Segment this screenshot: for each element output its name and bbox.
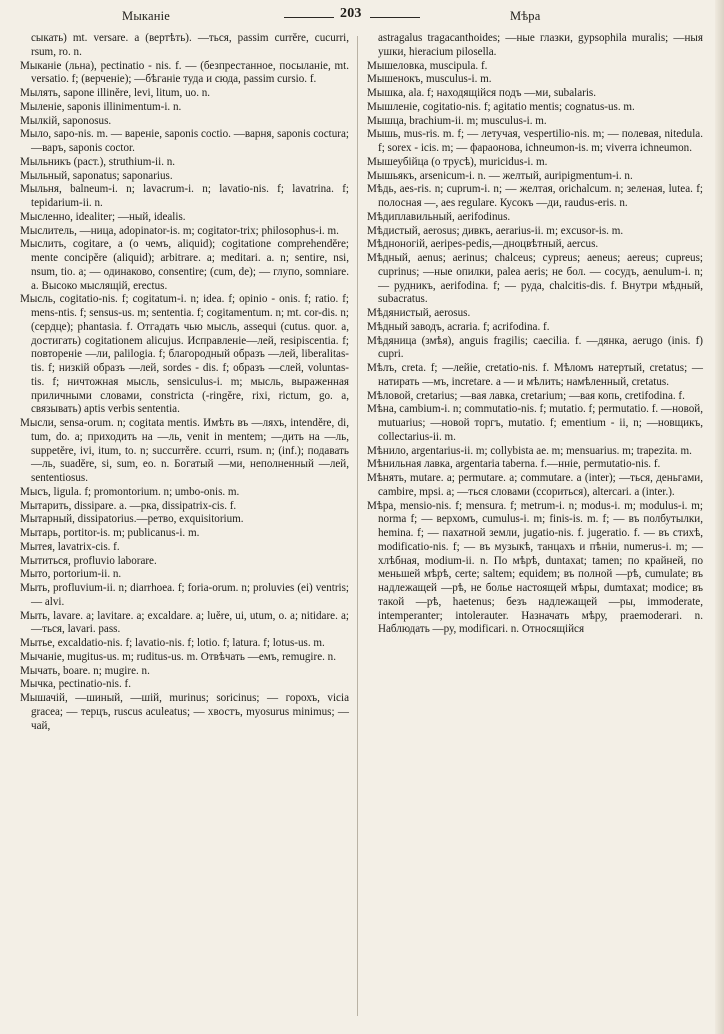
dictionary-entry: Мытье, excaldatio-nis. f; lavatio-nis. f; lotio. f; latura. f; lotus-us. m. bbox=[20, 637, 325, 649]
dictionary-entry: Мѣдянистый, aerosus. bbox=[367, 307, 471, 319]
dictionary-entry: Мышеловка, muscipula. f. bbox=[367, 59, 488, 72]
dictionary-entry: Мѣдный заводъ, acraria. f; acrifodina. f. bbox=[367, 320, 550, 333]
dictionary-entry: Мышеубійца (о трусѣ), muricidus-i. m. bbox=[367, 155, 548, 168]
right-column bbox=[367, 32, 703, 637]
dictionary-entry: Мыть, lavare. a; lavitare. a; excaldare. a; luĕre, ui, utum, o. a; nitidare. a; —ться, lavari. pass. bbox=[20, 609, 349, 636]
page-edge bbox=[715, 0, 724, 1034]
dictionary-entry: Мышьякъ, arsenicum-i. n. — желтый, auripigmentum-i. n. bbox=[367, 169, 633, 182]
dictionary-entry: Мытея, lavatrix-cis. f. bbox=[20, 540, 120, 553]
page-number: 203 bbox=[340, 6, 362, 21]
dictionary-entry: Мышачій, —шиный, —шій, murinus; soricinus; — горохъ, vicia gracea; — терцъ, ruscus aculeatus; — хвостъ, myosurus minimus; — чай, bbox=[20, 692, 349, 732]
dictionary-entry: Мычать, boare. n; mugire. n. bbox=[20, 664, 150, 677]
dictionary-entry: сыкать) mt. versare. a (вертѣть). —ться, passim currĕre, cucurri, rsum, ro. n. bbox=[31, 32, 349, 58]
dictionary-entry: Мѣдный, aenus; aerinus; chalceus; cypreus; aeneus; aereus; cupreus; cuprinus; —ные опилки, palea aeris; не бол. — сосудъ, aenulum-i. n; — рудникъ, aerifodina. f; — руда, chalcitis-dis. f. Внутри мѣдный, subacratus. bbox=[367, 252, 703, 306]
dictionary-entry: Мѣдяница (змѣя), anguis fragilis; caecilia. f. —дянка, aerugo (inis. f) cupri. bbox=[367, 334, 703, 361]
dictionary-entry: Мѣлъ, creta. f; —лейіе, cretatio-nis. f. Мѣломъ натертый, cretatus; — натирать —мъ, incretare. a — и мѣлить; намѣленный, cretatus. bbox=[367, 362, 703, 388]
dictionary-entry: Мышка, ala. f; находящійся подъ —ми, subalaris. bbox=[367, 87, 597, 99]
dictionary-entry: Мѣдь, aes-ris. n; cuprum-i. n; — желтая, orichalcum. n; зеленая, lutea. f; полосная —, aes regulare. Кусокъ —ди, raudus-eris. n. bbox=[367, 183, 703, 209]
dictionary-entry: Мыльникъ (раст.), struthium-ii. n. bbox=[20, 155, 176, 168]
dictionary-entry: Мѣдистый, aerosus; дивкъ, aerarius-ii. m; excusor-is. m. bbox=[367, 224, 624, 237]
dictionary-entry: Мыканіе (льна), pectinatio - nis. f. — (безпрестанное, посыланіе, mt. versatio. f; (верченіе); —бѣганіе туда и сюда, passim cursio. f. bbox=[20, 59, 349, 86]
dictionary-entry: Мысленно, idealiter; —ный, idealis. bbox=[20, 210, 186, 223]
dictionary-entry: Мѣдиплавильный, aerifodinus. bbox=[367, 210, 511, 223]
dictionary-entry: Мѣнять, mutare. a; permutare. a; commutare. a (inter); —ться, деньгами, cambire, mpsi. a; —ться словами (ссориться), altercari. a (inter.). bbox=[367, 472, 703, 498]
left-column bbox=[20, 32, 349, 733]
dictionary-entry: Мѣна, cambium-i. n; commutatio-nis. f; mutatio. f; permutatio. f. —новой, mutuarius; —новой торгъ, mutatio. f; ementium - ii, n; —новщикъ, collectarius-ii. m. bbox=[367, 403, 703, 443]
dictionary-entry: Мыто, portorium-ii. n. bbox=[20, 568, 122, 581]
header-rule-right bbox=[370, 17, 420, 18]
dictionary-entry: Мыть, profluvium-ii. n; diarrhoea. f; foria-orum. n; proluvies (ei) ventris; — alvi. bbox=[20, 582, 349, 608]
dictionary-entry: Мычаніе, mugitus-us. m; ruditus-us. m. Отвѣчать —емъ, remugire. n. bbox=[20, 650, 336, 663]
dictionary-entry: Мылять, sapone illinĕre, levi, litum, uo. n. bbox=[20, 87, 211, 99]
dictionary-entry: Мѣнило, argentarius-ii. m; collybista ae. m; mensuarius. m; trapezita. m. bbox=[367, 444, 692, 457]
dictionary-entry: Мѣдноногій, aeripes-pedis,—дноцвѣтный, aercus. bbox=[367, 238, 599, 251]
dictionary-entry: Мыслитель, —ница, adopinator-is. m; cogitator-trix; philosophus-i. m. bbox=[20, 224, 339, 237]
dictionary-entry: Мыленіе, saponis illinimentum-i. n. bbox=[20, 100, 182, 113]
dictionary-entry: Мытарный, dissipatorius.—ретво, exquisitorium. bbox=[20, 513, 244, 526]
dictionary-entry: Мышь, mus-ris. m. f; — летучая, vespertilio-nis. m; — полевая, nitedula. f; sorex - icis. m; — фараонова, ichneumon-is. m; viverra ichneumon. bbox=[367, 128, 703, 154]
dictionary-entry: Мысъ, ligula. f; promontorium. n; umbo-onis. m. bbox=[20, 485, 240, 498]
column-divider bbox=[357, 36, 358, 1016]
dictionary-entry: Мылкій, saponosus. bbox=[20, 114, 112, 127]
dictionary-entry: Мысль, cogitatio-nis. f; cogitatum-i. n; idea. f; opinio - onis. f; ratio. f; mens-ntis. f; sensus-us. m; sententia. f; cogitamentum. n; mt. cor-dis. n; (сердце); phantasia. f. Отгадать чью мысль, assequi (cutus. quor. a, достигать) cogitationem alicujus. Исправленіе—лей, resipiscentia. f; повтореніе —ли, palilogia. f; благородный образъ —лей, liberalitas-tis. f; низкій образъ —лей, sordes - dis. f; образъ —слей, voluntas-tis. f; ничтожная мысль, sensiculus-i. m; мысль, выраженная приличными словами, constricta (-ringĕre, rixi, rictum, go. a, связывать) aptis verbis sententia. bbox=[20, 293, 349, 416]
dictionary-entry: Мычка, pectinatio-nis. f. bbox=[20, 678, 131, 691]
dictionary-entry: Мѣра, mensio-nis. f; mensura. f; metrum-i. n; modus-i. m; modulus-i. m; norma f; — верхомъ, cumulus-i. m; finis-is. m. f; — въ полбутылки, hemina. f; — пахатной земли, jugatio-nis. f. jugeratio. f. — въ стихѣ, modificatio-nis. f; — въ музыкѣ, танцахъ и пѣніи, numerus-i. m; — хлѣбная, modium-ii. n. По мѣрѣ, duntaxat; tamen; по крайней, по меньшей мѣрѣ, certe; saltem; equidem; въ полной —рѣ, cumulate; въ надлежащей —рѣ, не болье настоящей мѣры, dumtaxat; modice; въ такой —рѣ, haetenus; безъ надлежащей —ры, immoderate, intemperanter; intolerauter. Назначать мѣру, praemoderari. n. Наблюдать —ру, modificari. n. Относящійся bbox=[367, 499, 703, 636]
dictionary-entry: Мѣловой, cretarius; —вая лавка, cretarium; —вая копь, cretifodina. f. bbox=[367, 389, 685, 402]
dictionary-entry: Мыло, sapo-nis. m. — вареніе, saponis coctio. —варня, saponis coctura; —варъ, saponis coctor. bbox=[20, 128, 349, 154]
dictionary-entry: Мѣнильная лавка, argentaria taberna. f.—нніе, permutatio-nis. f. bbox=[367, 458, 661, 471]
dictionary-entry: Мысли, sensa-orum. n; cogitata mentis. Имѣть въ —ляхъ, intendĕre, di, tum, do. a; приходить на —ль, venit in mentem; —дить на —ль, suppetĕre, ivi, itum, to. n; succurrĕre. ccurri, rsum. n; (inf.); подавать —ль, suadĕre, si, sum, eo. n. Богатый —ми, неполненный —лей, sententiosus. bbox=[20, 417, 349, 484]
page-header bbox=[0, 4, 724, 26]
dictionary-entry: Мыльня, balneum-i. n; lavacrum-i. n; lavatio-nis. f; lavatrina. f; tepidarium-ii. n. bbox=[20, 183, 349, 209]
dictionary-entry: Мытарь, portitor-is. m; publicanus-i. m. bbox=[20, 527, 200, 539]
dictionary-entry: Мыльный, saponatus; saponarius. bbox=[20, 169, 173, 182]
header-rule-left bbox=[284, 17, 334, 18]
dictionary-entry: Мышленіе, cogitatio-nis. f; agitatio mentis; cognatus-us. m. bbox=[367, 100, 635, 113]
dictionary-entry: astragalus tragacanthoides; —ные глазки, gypsophila muralis; —ныя ушки, hieracium pilosella. bbox=[378, 32, 703, 58]
running-head-right: Мѣра bbox=[510, 9, 541, 23]
running-head-left: Мыканіе bbox=[122, 9, 171, 23]
dictionary-entry: Мыслить, cogitare, a (о чемъ, aliquid); cogitatione comprehendĕre; mente concipĕre (aliquid); arbitrare. a; meditari. a. n; sentire, nsi, nsum, tio. a; — одинаково, consentire; (cum, de); — глупо, somniare. a. Высоко мыслящій, erectus. bbox=[20, 238, 349, 292]
dictionary-entry: Мышенокъ, musculus-i. m. bbox=[367, 73, 492, 86]
dictionary-entry: Мышца, brachium-ii. m; musculus-i. m. bbox=[367, 114, 547, 127]
dictionary-entry: Мытарить, dissipare. a. —рка, dissipatrix-cis. f. bbox=[20, 499, 237, 512]
dictionary-entry: Мытиться, profluvio laborare. bbox=[20, 554, 157, 567]
